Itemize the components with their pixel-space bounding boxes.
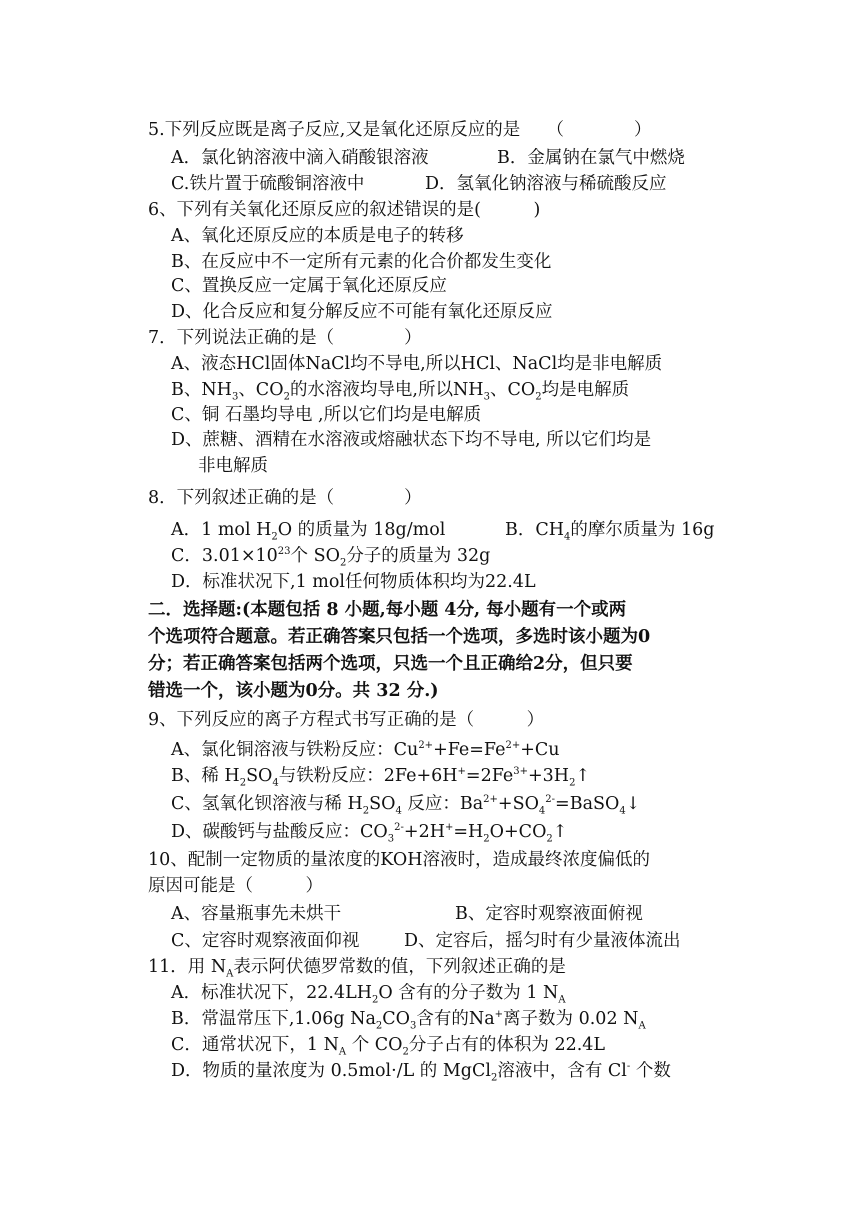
q7-option-d-cont: 非电解质 [198, 456, 268, 476]
q7-option-d: D、蔗糖、酒精在水溶液或熔融状态下均不导电, 所以它们均是 [171, 430, 652, 450]
q8-option-b: B．$CH_4$的摩尔质量为 16g [505, 520, 715, 543]
q10-option-b: B、定容时观察液面俯视 [455, 904, 643, 924]
q11-option-b: B．常温常压下,1.06g $Na_2CO_3$含有的Na+离子数为 0.02 $N_A$ [171, 1009, 646, 1032]
q10-option-d: D、定容后，摇匀时有少量液体流出 [404, 931, 681, 951]
q7-option-c: C、铜 石墨均导电 ,所以它们均是电解质 [171, 405, 482, 425]
question-6: 6、下列有关氧化还原反应的叙述错误的是( ) [148, 200, 541, 220]
q9-option-c: C、氢氧化钡溶液与稀 $H_2SO_4$ 反应：$Ba^{2+}+SO_4^{2-}=BaSO_4↓$ [171, 794, 641, 817]
q6-option-a: A、氧化还原反应的本质是电子的转移 [171, 226, 464, 246]
q5-option-b: B．金属钠在氯气中燃烧 [497, 148, 685, 168]
q11-option-c: C．通常状况下，1 $N_A$ 个 $CO_2$分子占有的体积为 22.4L [171, 1035, 606, 1058]
q5-option-d: D．氢氧化钠溶液与稀硫酸反应 [425, 174, 667, 194]
q7-option-a: A、液态HCl固体NaCl均不导电,所以HCl、NaCl均是非电解质 [171, 354, 663, 374]
q10-option-c: C、定容时观察液面仰视 [171, 931, 360, 951]
question-5: 5.下列反应既是离子反应,又是氧化还原反应的是 （ ） [148, 120, 652, 140]
q5-option-c: C.铁片置于硫酸铜溶液中 [171, 174, 365, 194]
question-9: 9、下列反应的离子方程式书写正确的是（ ） [148, 710, 545, 730]
question-8: 8．下列叙述正确的是（ ） [148, 488, 422, 508]
q9-option-d: D、碳酸钙与盐酸反应：$CO_3^{2-}+2H^+=H_2O+CO_2↑$ [171, 822, 568, 845]
section-2-instructions-4: 错选一个，该小题为0分。共 32 分.) [148, 681, 439, 701]
question-10: 10、配制一定物质的量浓度的KOH溶液时，造成最终浓度偏低的 [148, 850, 650, 870]
q5-option-a: A．氯化钠溶液中滴入硝酸银溶液 [171, 148, 429, 168]
q6-option-d: D、化合反应和复分解反应不可能有氧化还原反应 [171, 302, 553, 322]
q9-option-b: B、稀 $H_2SO_4$与铁粉反应：$2Fe+6H^+=2Fe^{3+}+3H_2↑$ [171, 766, 591, 789]
q8-option-a: A．1 mol $H_2O$ 的质量为 18g/mol [171, 520, 446, 543]
q11-option-d: D．物质的量浓度为 0.5mol·/L 的 MgCl$_2$溶液中，含有 Cl- 个数 [171, 1061, 671, 1084]
q6-option-c: C、置换反应一定属于氧化还原反应 [171, 276, 447, 296]
section-2-instructions-3: 分；若正确答案包括两个选项，只选一个且正确给2分，但只要 [148, 654, 633, 674]
q10-option-a: A、容量瓶事先未烘干 [171, 904, 342, 924]
q8-option-d: D．标准状况下,1 mol任何物质体积均为22.4L [171, 572, 536, 592]
q9-option-a: A、氯化铜溶液与铁粉反应：$Cu^{2+}+Fe=Fe^{2+}+Cu$ [171, 740, 560, 760]
question-7: 7．下列说法正确的是（ ） [148, 328, 422, 348]
q11-option-a: A．标准状况下，$22.4LH_2O$ 含有的分子数为 1 $N_A$ [171, 983, 566, 1006]
section-2-instructions: 二．选择题:(本题包括 8 小题,每小题 4分, 每小题有一个或两 [148, 600, 627, 620]
section-2-instructions-2: 个选项符合题意。若正确答案只包括一个选项，多选时该小题为0 [148, 627, 651, 647]
question-11: 11．用 $N_A$表示阿伏德罗常数的值，下列叙述正确的是 [148, 957, 566, 980]
q8-option-c: C．$3.01\times 10^{23}$个 $SO_2$分子的质量为 32g [171, 546, 491, 569]
q7-option-b: B、$NH_3$、$CO_2$的水溶液均导电,所以$NH_3$、$CO_2$均是电解质 [171, 380, 630, 403]
q6-option-b: B、在反应中不一定所有元素的化合价都发生变化 [171, 252, 552, 272]
question-10-cont: 原因可能是（ ） [148, 876, 323, 896]
